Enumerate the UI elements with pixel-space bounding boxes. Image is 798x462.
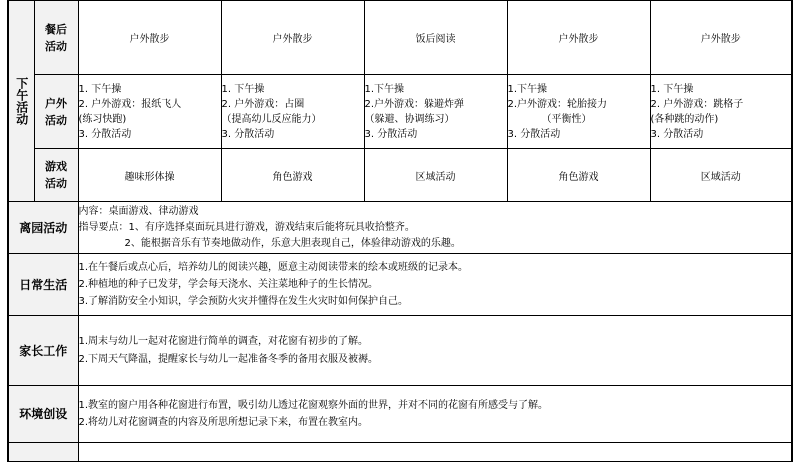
leave-garden-line: 2、能根据音乐有节奏地做动作，乐意大胆表现自己，体验律动游戏的乐趣。 [124, 237, 461, 249]
outdoor-line: 3. 分散活动 [650, 128, 704, 140]
outdoor-cell-thu [507, 75, 650, 149]
tail-content-cell [78, 443, 792, 462]
environment-label-cell [8, 386, 78, 443]
afternoon-label-cell [8, 1, 34, 202]
after-meal-label-line: 餐后 [45, 22, 67, 36]
daily-life-label: 日常生活 [19, 277, 68, 292]
games-cell-mon: 趣味形体操 [78, 149, 221, 202]
table-tail-row [8, 443, 792, 462]
environment-row [8, 386, 792, 443]
weekly-plan-sheet [7, 0, 791, 462]
parent-work-label-cell [8, 316, 78, 386]
outdoor-line: (练习快跑) [78, 113, 127, 125]
parent-work-label: 家长工作 [19, 343, 68, 358]
outdoor-line: 1. 下午操 [78, 83, 122, 95]
parent-work-line: 1.周末与幼儿一起对花窗进行简单的调查，对花窗有初步的了解。 [78, 335, 369, 347]
outdoor-line: 2.户外游戏：轮胎接力 [507, 98, 608, 110]
daily-life-content [78, 254, 792, 316]
environment-label: 环境创设 [19, 407, 68, 421]
outdoor-label-line: 活动 [45, 113, 67, 127]
after-meal-label-line: 活动 [45, 39, 67, 53]
after-meal-label [35, 21, 78, 55]
parent-work-row [8, 316, 792, 386]
games-cell-tue: 角色游戏 [221, 149, 364, 202]
outdoor-line: 1. 下午操 [221, 83, 265, 95]
leave-garden-label: 离园活动 [19, 220, 68, 235]
daily-life-line: 2.种植地的种子已发芽，学会每天浇水、关注菜地种子的生长情况。 [78, 279, 379, 290]
daily-life-line: 1.在午餐后或点心后，培养幼儿的阅读兴趣，愿意主动阅读带来的绘本或班级的记录本。 [78, 262, 469, 273]
after-meal-row [8, 1, 792, 75]
games-label-cell [34, 149, 78, 202]
outdoor-line: 1.下午操 [364, 83, 405, 95]
outdoor-line: 3. 分散活动 [78, 128, 132, 140]
outdoor-line: 3. 分散活动 [364, 128, 418, 140]
outdoor-label-line: 户外 [45, 96, 67, 110]
games-cell-fri: 区域活动 [650, 149, 792, 202]
outdoor-line: 2. 户外游戏：占圈 [221, 98, 305, 110]
afternoon-label: 下午活动 [14, 77, 29, 125]
outdoor-label-cell [34, 75, 78, 149]
daily-life-line: 3.了解消防安全小知识，学会预防火灾并懂得在发生火灾时如何保护自己。 [78, 296, 409, 307]
after-meal-cell-tue: 户外散步 [221, 1, 364, 75]
after-meal-cell-fri: 户外散步 [650, 1, 792, 75]
weekly-plan-table [7, 0, 793, 462]
outdoor-line: （躲避、协调练习） [364, 113, 455, 125]
after-meal-cell-mon: 户外散步 [78, 1, 221, 75]
daily-life-label-cell [8, 254, 78, 316]
outdoor-line: 1.下午操 [507, 83, 548, 95]
games-label-line: 活动 [45, 177, 67, 190]
outdoor-cell-wed [364, 75, 507, 149]
outdoor-line: （提高幼儿反应能力） [221, 113, 322, 125]
games-cell-thu: 角色游戏 [507, 149, 650, 202]
outdoor-line: 2. 户外游戏：跳格子 [650, 98, 744, 110]
after-meal-label-cell [34, 1, 78, 75]
outdoor-line: 2. 户外游戏：报纸飞人 [78, 98, 182, 110]
parent-work-content [78, 316, 792, 386]
outdoor-line: (各种跳的动作) [650, 113, 719, 125]
after-meal-cell-thu: 户外散步 [507, 1, 650, 75]
leave-garden-content [78, 202, 792, 254]
games-row [8, 149, 792, 202]
leave-garden-row [8, 202, 792, 254]
after-meal-cell-wed: 饭后阅读 [364, 1, 507, 75]
leave-garden-line: 指导要点：1、有序选择桌面玩具进行游戏，游戏结束后能将玩具收拾整齐。 [78, 221, 415, 233]
outdoor-cell-tue [221, 75, 364, 149]
outdoor-cell-fri [650, 75, 792, 149]
outdoor-line: 2.户外游戏：躲避炸弹 [364, 98, 465, 110]
games-label-line: 游戏 [45, 160, 67, 173]
leave-garden-line: 内容：桌面游戏、律动游戏 [78, 205, 199, 217]
leave-garden-label-cell [8, 202, 78, 254]
outdoor-line: 3. 分散活动 [221, 128, 275, 140]
environment-line: 2.将幼儿对花窗调查的内容及所思所想记录下来，布置在教室内。 [78, 417, 369, 428]
environment-content [78, 386, 792, 443]
outdoor-line: 1. 下午操 [650, 83, 694, 95]
outdoor-row [8, 75, 792, 149]
environment-line: 1.教室的窗户用各种花窗进行布置，吸引幼儿透过花窗观察外面的世界，并对不同的花窗有所感受与了解。 [78, 400, 549, 411]
parent-work-line: 2.下周天气降温，提醒家长与幼儿一起准备冬季的备用衣服及被褥。 [78, 353, 379, 365]
tail-label-cell [8, 443, 78, 462]
games-cell-wed: 区域活动 [364, 149, 507, 202]
outdoor-line: （平衡性） [541, 113, 592, 125]
outdoor-label [35, 95, 78, 129]
outdoor-cell-mon [78, 75, 221, 149]
games-label [35, 158, 78, 192]
outdoor-line: 3. 分散活动 [507, 128, 561, 140]
daily-life-row [8, 254, 792, 316]
